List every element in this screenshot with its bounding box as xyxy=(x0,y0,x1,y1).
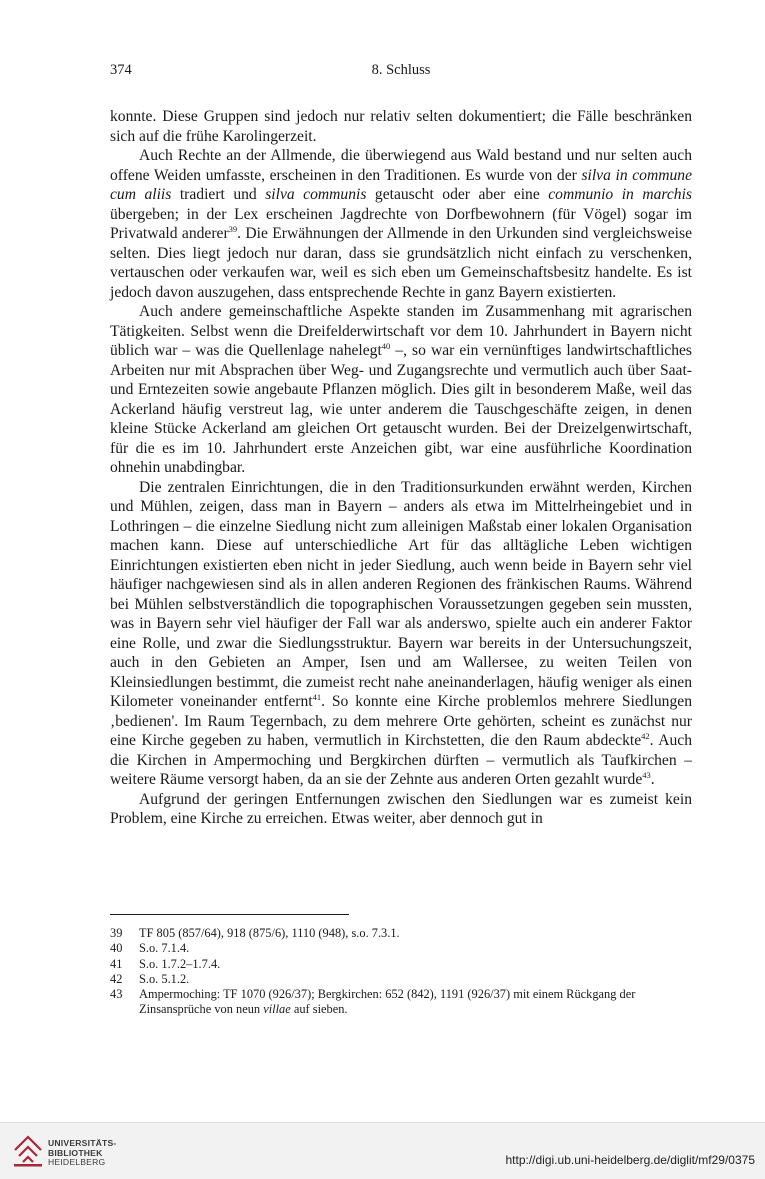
italic-text: silva in commune cum aliis xyxy=(110,166,692,203)
university-library-logo-icon[interactable] xyxy=(12,1132,44,1168)
text-run: Aufgrund der geringen Entfernungen zwischen den Siedlungen war es zumeist kein Problem, eine Kirche zu erreichen. Etwas weiter, aber dennoch gut in xyxy=(110,790,692,827)
footnote xyxy=(110,987,692,1018)
text-run: S.o. 5.1.2. xyxy=(139,971,190,986)
footnote-reference[interactable]: 40 xyxy=(381,341,391,351)
italic-text: villae xyxy=(263,1002,291,1017)
footnote xyxy=(110,957,692,972)
text-run: getauscht oder aber eine xyxy=(366,186,549,203)
footnote xyxy=(110,941,692,956)
library-name-line2: BIBLIOTHEK xyxy=(48,1147,103,1158)
footnote-reference[interactable]: 43 xyxy=(642,770,651,780)
text-run: tradiert und xyxy=(171,186,266,203)
paragraph xyxy=(110,478,692,790)
library-name-line1: UNIVERSITÄTS- xyxy=(48,1138,117,1148)
footnote xyxy=(110,926,692,941)
footnote-number: 42 xyxy=(110,971,123,986)
footnote-text xyxy=(139,957,220,971)
text-run: . Die Erwähnungen der Allmende in den Urkunden sind vergleichsweise selten. Dies liegt jedoch nur daran, dass sie grundsätzlich nicht einfach zu verschenken, vertauschen oder verkaufen war, weil es sich eben um Gemeinschaftsbesitz handelte. Es ist jedoch davon auszugehen, dass entsprechende Rechte in ganz Bayern existierten. xyxy=(110,225,692,301)
text-run: TF 805 (857/64), 918 (875/6), 1110 (948), s.o. 7.3.1. xyxy=(139,926,400,940)
text-run: Ampermoching: TF 1070 (926/37); Bergkirchen: 652 (842), 1191 (926/37) mit einem Rückgang der Zinsansprüche von neun xyxy=(139,987,636,1017)
running-header xyxy=(110,62,692,82)
text-run: Auch Rechte an der Allmende, die überwiegend aus Wald bestand und nur selten auch offene Weiden umfasste, erscheinen in den Traditionen. Es wurde von der xyxy=(110,147,692,184)
footnote-reference[interactable]: 42 xyxy=(641,731,650,741)
library-name[interactable] xyxy=(48,1139,117,1168)
text-run: Die zentralen Einrichtungen, die in den Traditionsurkunden erwähnt werden, Kirchen und Mühlen, zeigen, dass man in Bayern – anders als etwa im Mittelrheingebiet und in Lothringen – die einzelne Siedlung nicht zum alleinigen Maßstab einer lokalen Organisation machen kann. Diese auf unterschiedliche Art für das alltägliche Leben wichtigen Einrichtungen existierten eben nicht in jeder Siedlung, auch wenn beide in Bayern sehr viel häufiger nachgewiesen sind als in allen anderen Regionen des fränkischen Raums. Während bei Mühlen selbstverständlich die topographischen Voraussetzungen gegeben sein mussten, was in Bayern sehr viel häufiger der Fall war als anderswo, spielte auch ein anderer Faktor eine Rolle, und zwar die Siedlungsstruktur. Bayern war bereits in der Untersuchungszeit, auch in den Gebieten an Amper, Isen und am Wallersee, zu weiten Teilen von Kleinsiedlungen bestimmt, die zumeist recht nahe aneinanderlagen, häufig weniger als einen Kilometer voneinander entfernt xyxy=(110,478,692,710)
footnote-reference[interactable]: 39 xyxy=(228,224,238,234)
footnote-text xyxy=(139,941,189,955)
footnote-reference[interactable]: 41 xyxy=(312,692,322,702)
italic-text: communio in marchis xyxy=(548,186,693,203)
paragraph xyxy=(110,790,692,829)
body-text xyxy=(110,107,692,829)
footnotes xyxy=(110,926,692,1018)
text-run: konnte. Diese Gruppen sind jedoch nur relativ selten dokumentiert; die Fälle beschränken sich auf die frühe Karolingerzeit. xyxy=(110,108,692,145)
italic-text: silva communis xyxy=(265,186,367,203)
footnote-number: 40 xyxy=(110,941,123,956)
footnote-text xyxy=(139,926,400,940)
text-run: übergeben; in der Lex erscheinen Jagdrechte von Dorfbewohnern (für Vögel) sogar im Privatwald anderer xyxy=(110,205,692,242)
footnote-number: 43 xyxy=(110,987,123,1002)
chapter-title: 8. Schluss xyxy=(371,62,431,78)
footnote-number: 41 xyxy=(110,956,123,971)
library-footer xyxy=(0,1122,765,1179)
footnote-text xyxy=(139,972,189,986)
paragraph xyxy=(110,146,692,302)
text-run: –, so war ein vernünftiges landwirtschaftliches Arbeiten nur mit Absprachen über Weg- und Zugangsrechte und vermutlich auch über Saat- und Erntezeiten sowie angebaute Pflanzen möglich. Dies gilt in besonderem Maße, weil das Ackerland häufig verstreut lag, wie unter anderem die Tauschgeschäfte zeigen, in denen kleine Stücke Ackerland am gleichen Ort getauscht wurden. Bei der Dreizelgenwirtschaft, für die es im 10. Jahrhundert erste Anzeichen gibt, war eine ausführliche Koordination ohnehin unabdingbar. xyxy=(110,342,692,476)
library-name-line3: HEIDELBERG xyxy=(48,1157,106,1168)
text-run: Auch andere gemeinschaftliche Aspekte standen im Zusammenhang mit agrarischen Tätigkeiten. Selbst wenn die Dreifelderwirtschaft vor dem 10. Jahrhundert in Bayern nicht üblich war – was die Quellenlage nahelegt xyxy=(110,303,692,359)
footnote-number: 39 xyxy=(110,926,123,940)
paragraph xyxy=(110,107,692,146)
permalink-url[interactable]: http://digi.ub.uni-heidelberg.de/diglit/mf29/0375 xyxy=(505,1153,755,1167)
paragraph xyxy=(110,302,692,478)
footnote-divider xyxy=(110,914,349,915)
text-run: . So konnte eine Kirche problemlos mehrere Siedlungen ‚bedienen'. Im Raum Tegernbach, zu dem mehrere Orte gehörten, scheint es zunächst nur eine Kirche gegeben zu haben, vermutlich in Kirchstetten, die den Raum abdeckte xyxy=(110,693,692,749)
text-run: S.o. 7.1.4. xyxy=(139,941,190,956)
page-number: 374 xyxy=(110,62,132,78)
footnote xyxy=(110,972,692,987)
text-run: . Auch die Kirchen in Ampermoching und Bergkirchen dürften – vermutlich als Taufkirchen – weitere Räume versorgt haben, da an sie der Zehnte aus anderen Orten gezahlt wurde xyxy=(110,732,692,788)
text-run: auf sieben. xyxy=(290,1002,348,1017)
footnote-text xyxy=(139,987,635,1016)
text-run: . xyxy=(650,771,655,788)
text-run: S.o. 1.7.2–1.7.4. xyxy=(139,956,221,971)
